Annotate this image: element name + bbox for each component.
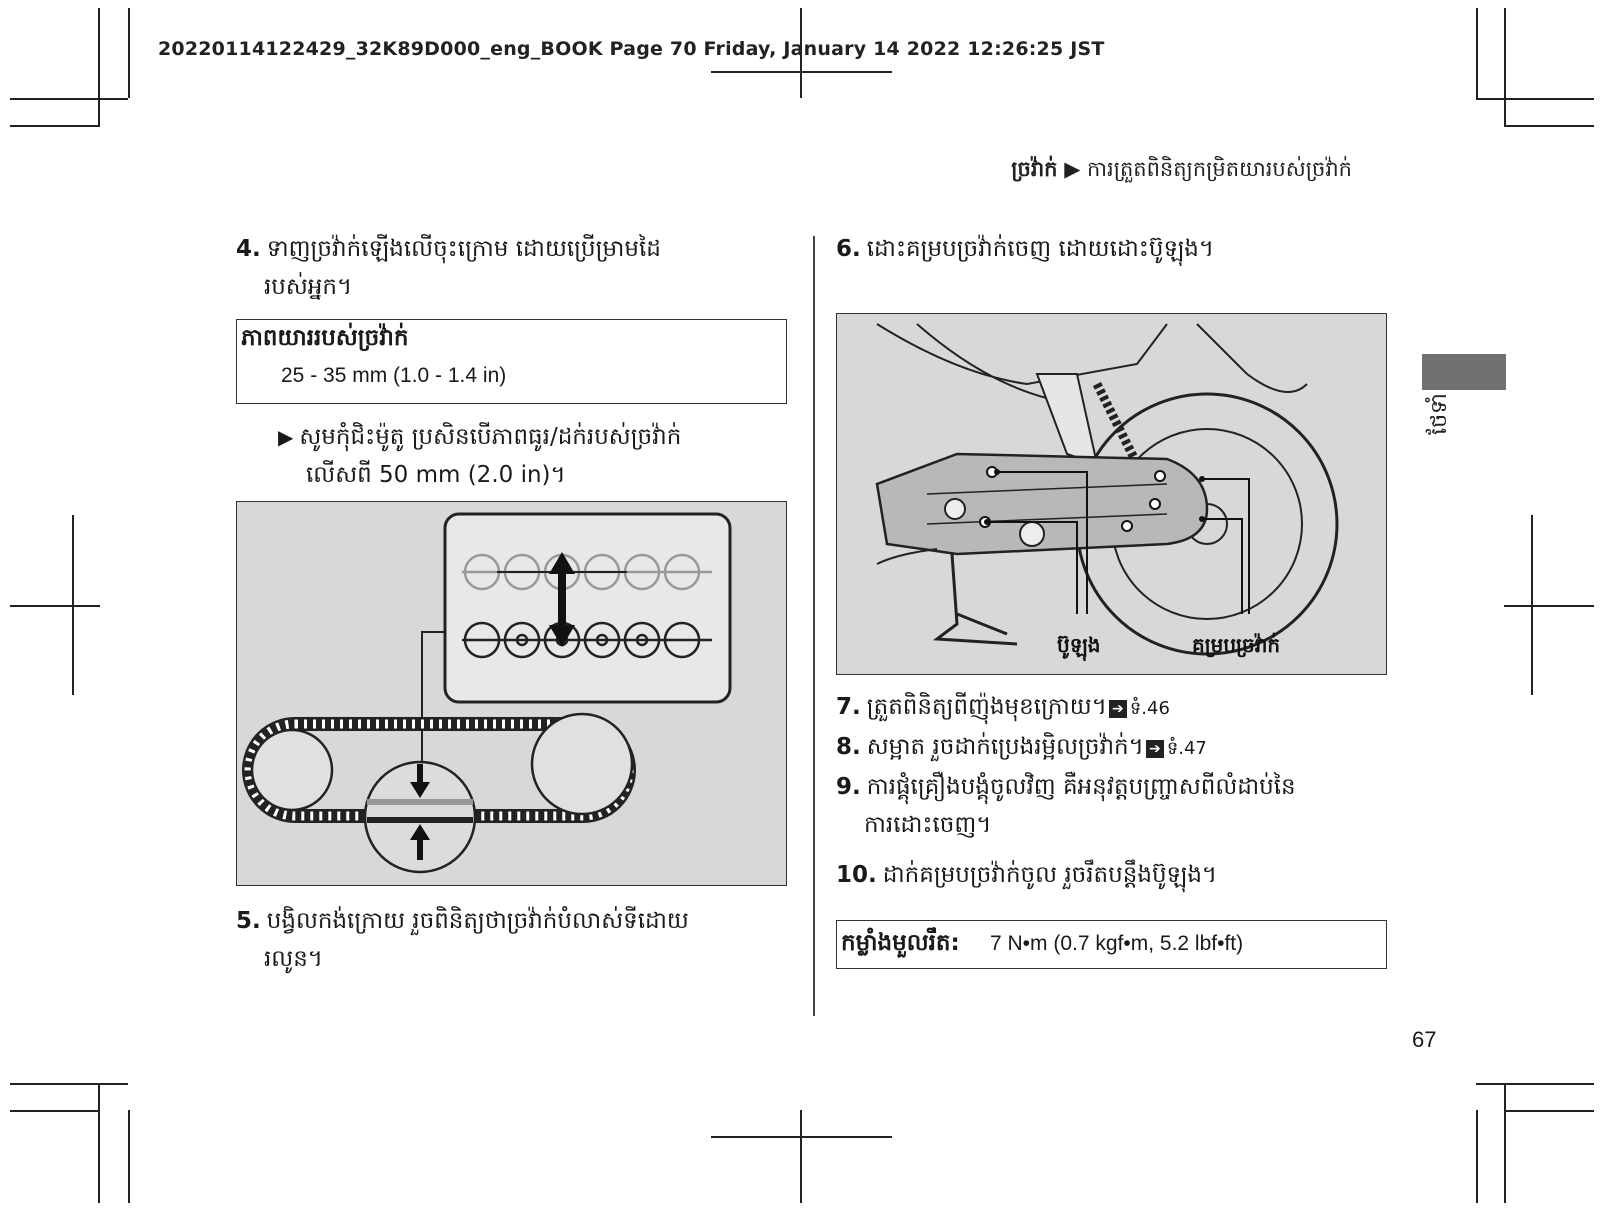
page-ref-link[interactable]: ទំ.47 — [1166, 738, 1207, 759]
print-header: 20220114122429_32K89D000_eng_BOOK Page 70 Friday, January 14 2022 12:26:25 JST — [158, 38, 1105, 60]
section-tab-marker — [1422, 354, 1506, 390]
chain-cover-figure — [836, 313, 1387, 675]
crop-mark — [10, 605, 100, 607]
crop-mark — [1476, 98, 1594, 100]
page-number: 67 — [1412, 1027, 1437, 1052]
warning-note — [278, 418, 778, 494]
step-text: ការផ្គុំគ្រឿងបង្គុំចូលវិញ គឺអនុវត្តបញ្ច្រាសពីលំដាប់នៃ — [866, 774, 1296, 800]
step-6 — [836, 230, 1396, 268]
crop-mark — [128, 8, 130, 98]
chain-cover-label: គម្របច្រវ៉ាក់ — [1192, 633, 1281, 657]
breadcrumb — [1011, 156, 1352, 187]
page-ref-link[interactable]: ទំ.46 — [1129, 698, 1170, 719]
crop-mark — [1504, 125, 1594, 127]
crop-mark — [1504, 605, 1594, 607]
step-text: ដាក់គម្របច្រវ៉ាក់ចូល រួចរឹតបន្តឹងប៊ូឡុង។ — [882, 862, 1218, 888]
step-text-continued: របស់អ្នក។ — [264, 274, 353, 300]
crop-mark — [128, 1110, 130, 1203]
step-7 — [836, 688, 1396, 728]
step-number: 5. — [236, 908, 261, 934]
crop-mark — [1476, 1110, 1478, 1203]
step-text-continued: ការដោះចេញ។ — [864, 812, 992, 838]
breadcrumb-section: ច្រវ៉ាក់ — [1011, 157, 1058, 181]
crop-mark — [10, 125, 100, 127]
warning-text: សូមកុំជិះម៉ូតូ ប្រសិនបើភាពធូរ/ដក់របស់ច្រវ៉ាក់ — [299, 424, 682, 450]
crop-mark — [1504, 8, 1506, 126]
crop-mark — [1504, 1110, 1594, 1112]
chain-slack-spec-box — [236, 319, 787, 404]
step-text-continued: រលូន។ — [264, 946, 323, 972]
torque-spec-box — [836, 920, 1387, 969]
torque-value: 7 N•m (0.7 kgf•m, 5.2 lbf•ft) — [990, 932, 1244, 955]
step-number: 9. — [836, 774, 861, 800]
step-number: 6. — [836, 236, 861, 262]
torque-title: កម្លាំងមួលរឹត: — [841, 930, 960, 956]
crop-mark — [711, 1136, 892, 1138]
step-text: ដោះគម្របច្រវ៉ាក់ចេញ ដោយដោះប៊ូឡុង។ — [866, 236, 1215, 262]
breadcrumb-arrow-icon: ▶ — [1064, 157, 1081, 181]
step-text: សម្អាត រួចដាក់ប្រេងរម្អិលច្រវ៉ាក់។ — [866, 734, 1144, 760]
crop-mark — [1476, 8, 1478, 98]
step-number: 4. — [236, 236, 261, 262]
bolt-label: ប៊ូឡុង — [1057, 633, 1101, 657]
step-number: 8. — [836, 734, 861, 760]
warning-arrow-icon: ▶ — [278, 425, 294, 449]
step-8 — [836, 728, 1396, 768]
page-ref-icon: ➔ — [1146, 740, 1164, 758]
crop-mark — [98, 1085, 100, 1203]
warning-text-continued: លើសពី 50 mm (2.0 in)។ — [306, 462, 566, 488]
crop-mark — [800, 1110, 802, 1203]
crop-mark — [10, 1083, 128, 1085]
step-4 — [236, 230, 776, 306]
crop-mark — [1504, 1085, 1506, 1203]
step-text: បង្វិលកង់ក្រោយ រួចពិនិត្យថាច្រវ៉ាក់បំលាស់ទីដោយ — [266, 908, 689, 934]
chain-slack-figure — [236, 501, 787, 886]
spec-title: ភាពយាររបស់ច្រវ៉ាក់ — [241, 325, 409, 351]
crop-mark — [1476, 1083, 1594, 1085]
crop-mark — [10, 98, 128, 100]
step-text: ត្រួតពិនិត្យពីញ៉ុងមុខក្រោយ។ — [866, 694, 1107, 720]
column-divider — [813, 236, 815, 1016]
step-10 — [836, 856, 1396, 894]
step-number: 10. — [836, 862, 877, 888]
spec-value: 25 - 35 mm (1.0 - 1.4 in) — [281, 364, 507, 387]
step-5 — [236, 902, 796, 978]
crop-mark — [10, 1110, 100, 1112]
crop-mark — [98, 8, 100, 126]
step-text: ទាញច្រវ៉ាក់ឡើងលើចុះក្រោម ដោយប្រើម្រាមដៃ — [266, 236, 661, 262]
crop-mark — [711, 71, 892, 73]
section-tab-label: ថែទាំ — [1427, 393, 1452, 435]
step-9 — [836, 768, 1396, 844]
step-number: 7. — [836, 694, 861, 720]
breadcrumb-topic: ការត្រួតពិនិត្យកម្រិតយារបស់ច្រវ៉ាក់ — [1087, 157, 1352, 181]
page-ref-icon: ➔ — [1109, 700, 1127, 718]
